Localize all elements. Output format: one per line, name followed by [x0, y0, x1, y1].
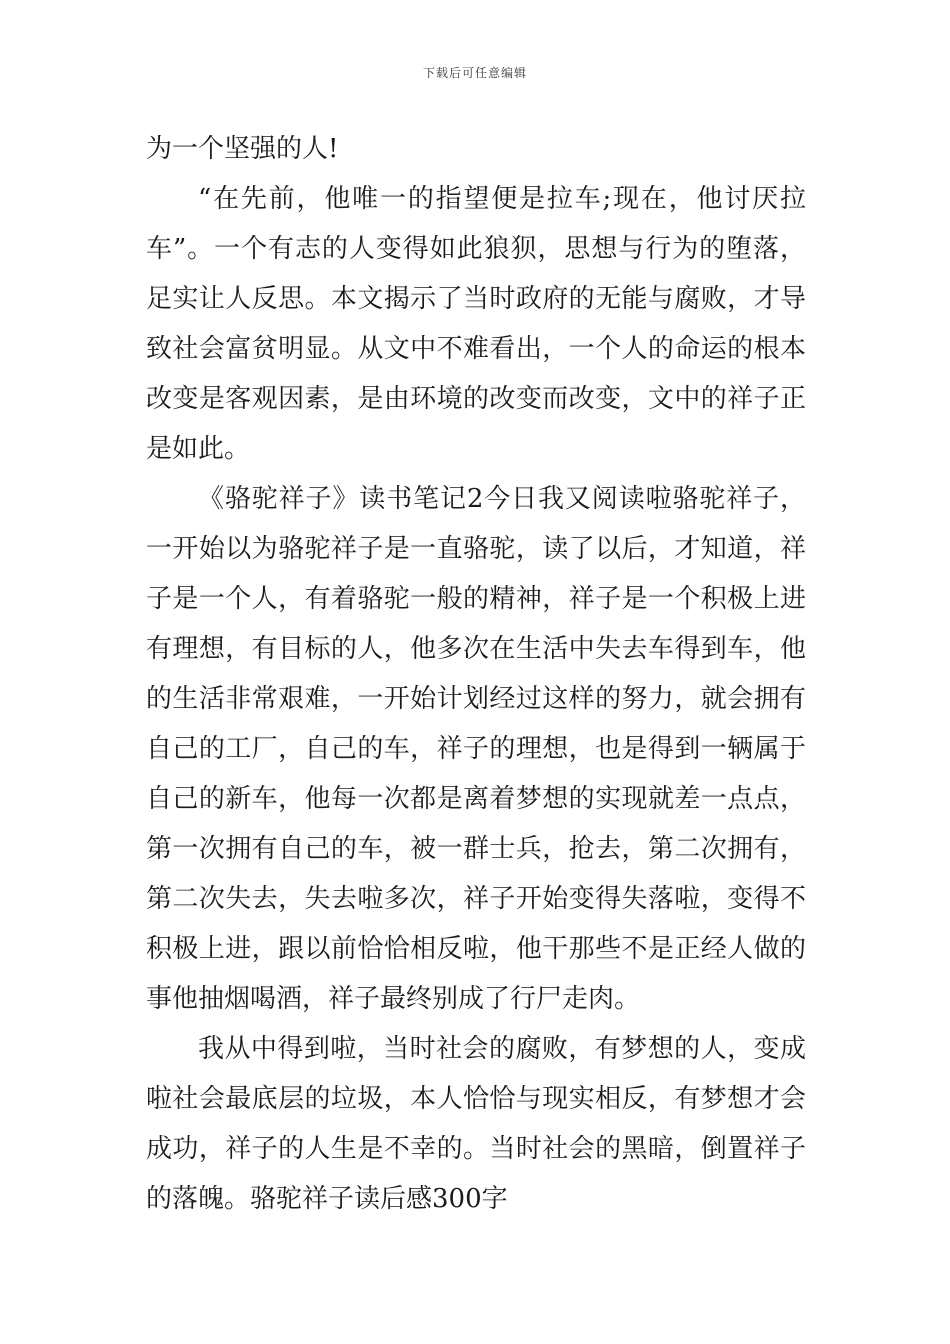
paragraph-conclusion: 我从中得到啦，当时社会的腐败，有梦想的人，变成啦社会最底层的垃圾，本人恰恰与现实相反，有梦想才会成功，祥子的人生是不幸的。当时社会的黑暗，倒置祥子的落魄。骆驼祥子读后感300字: [146, 1034, 806, 1214]
paragraph-continuation: 为一个坚强的人!: [146, 134, 339, 164]
page-header: 下载后可任意编辑: [422, 66, 527, 80]
paragraph-quote-reflection: “在先前，他唯一的指望便是拉车;现在，他讨厌拉车”。一个有志的人变得如此狼狈，思想与行为的堕落，足实让人反思。本文揭示了当时政府的无能与腐败，才导致社会富贫明显。从文中不难看出，一个人的命运的根本改变是客观因素，是由环境的改变而改变，文中的祥子正是如此。: [146, 184, 806, 464]
document-body: [146, 124, 806, 1224]
paragraph-reading-note-2: 《骆驼祥子》读书笔记2今日我又阅读啦骆驼祥子，一开始以为骆驼祥子是一直骆驼，读了以后，才知道，祥子是一个人，有着骆驼一般的精神，祥子是一个积极上进有理想，有目标的人，他多次在生活中失去车得到车，他的生活非常艰难，一开始计划经过这样的努力，就会拥有自己的工厂，自己的车，祥子的理想，也是得到一辆属于自己的新车，他每一次都是离着梦想的实现就差一点点，第一次拥有自己的车，被一群士兵，抢去，第二次拥有，第二次失去，失去啦多次，祥子开始变得失落啦，变得不积极上进，跟以前恰恰相反啦，他干那些不是正经人做的事他抽烟喝酒，祥子最终别成了行尸走肉。: [146, 484, 806, 1014]
